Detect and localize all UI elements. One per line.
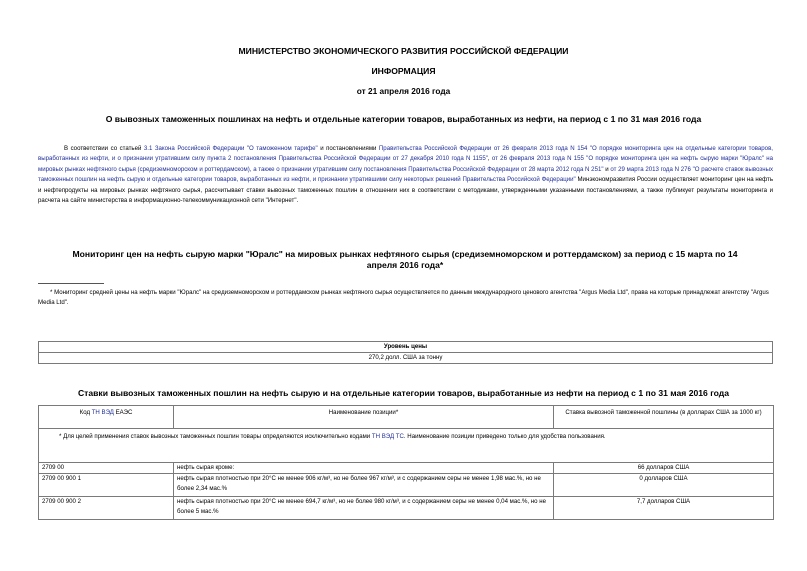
resolution-154-link[interactable]: Правительства Российской Федерации от 26 февраля 2013 года N 154 "О порядке мониторинга цен на отдельные категории товаров, выработанных из нефти, и о признании утратившим силу пункта 2 постановления Правительства Российской Федерации от 27 декабря 2010 года N 1155" [38, 145, 773, 163]
ministry-heading: МИНИСТЕРСТВО ЭКОНОМИЧЕСКОГО РАЗВИТИЯ РОССИЙСКОЙ ФЕДЕРАЦИИ [238, 46, 569, 56]
row-name: нефть сырая плотностью при 20°С не менее 694,7 кг/м³, но не более 980 кг/м³, и с содержанием серы не менее 0,04 мас.%, но не более 5 мас.% [174, 497, 554, 520]
intro-text-1: В соответствии со статьей [64, 145, 144, 152]
document-subject: О вывозных таможенных пошлинах на нефть и отдельные категории товаров, выработанных из нефти, на период с 1 по 31 мая 2016 года [105, 114, 702, 124]
price-level-table [38, 341, 773, 364]
row-name: нефть сырая плотностью при 20°С не менее 906 кг/м³, но не более 967 кг/м³, и с содержанием серы не менее 1,98 мас.%, но не более 2,34 мас.% [174, 474, 554, 497]
monitoring-footnote: * Мониторинг средней цены на нефть марки "Юралс" на средиземноморском и роттердамском рынках нефтяного сырья осуществляется по данным международного ценового агентства "Argus Media Ltd", права на которые принадлежат агентству "Argus Media Ltd". [38, 289, 769, 306]
intro-text-4: и [603, 165, 611, 173]
table-header-row [39, 406, 774, 429]
intro-text-2: и постановлениями [317, 145, 379, 152]
document-date: от 21 апреля 2016 года [356, 86, 451, 96]
row-code: 2709 00 900 1 [39, 474, 174, 497]
row-rate: 0 долларов США [554, 474, 774, 497]
row-rate: 66 долларов США [554, 463, 774, 474]
code-header-text: Код [79, 409, 92, 416]
table-row [39, 497, 774, 520]
footnote-divider [38, 283, 104, 284]
row-name: нефть сырая кроме: [174, 463, 554, 474]
note-text-end: . Наименование позиции приведено только для удобства пользования. [403, 433, 606, 440]
column-header-rate: Ставка вывозной таможенной пошлины (в долларах США за 1000 кг) [554, 406, 774, 429]
intro-text-3: , [487, 155, 492, 163]
tn-ved-link[interactable]: ТН ВЭД [91, 409, 114, 416]
table-row [39, 474, 774, 497]
row-code: 2709 00 [39, 463, 174, 474]
row-code: 2709 00 900 2 [39, 497, 174, 520]
code-header-suffix: ЕАЭС [113, 409, 133, 416]
document-type-heading: ИНФОРМАЦИЯ [371, 66, 436, 76]
resolution-155-link[interactable]: от 26 февраля 2013 года N 155 "О порядке мониторинга цен на нефть сырую марки "Юралс" на мировых рынках нефтяного сырья (средиземноморском и роттердамском), а также о признании утратившим силу постановления Правительства Российской Федерации от 28 марта 2012 года N 251" [38, 155, 773, 173]
table-row [39, 463, 774, 474]
resolution-276-link[interactable]: от 29 марта 2013 года N 276 "О расчете ставок вывозных таможенных пошлин на нефть сырую и отдельные категории товаров, выработанных из нефти, и признании утратившими силу некоторых решений Правительства Российской Федерации" [38, 165, 773, 184]
table-note [39, 429, 774, 463]
rates-heading: Ставки вывозных таможенных пошлин на нефть сырую и на отдельные категории товаров, выработанные из нефти на период с 1 по 31 мая 2016 года [77, 388, 730, 398]
table-note-row [39, 429, 774, 463]
tn-ved-ts-link[interactable]: ТН ВЭД ТС [371, 433, 404, 440]
row-rate: 7,7 долларов США [554, 497, 774, 520]
note-text: * Для целей применения ставок вывозных таможенных пошлин товары определяются исключительно кодами [59, 433, 372, 440]
column-header-code [39, 406, 174, 429]
price-level-header: Уровень цены [39, 342, 773, 353]
law-link[interactable]: 3.1 Закона Российской Федерации "О таможенном тарифе" [143, 145, 318, 152]
price-level-value: 270,2 долл. США за тонну [39, 353, 773, 364]
duty-rates-table [38, 405, 774, 520]
monitoring-heading: Мониторинг цен на нефть сырую марки "Юралс" на мировых рынках нефтяного сырья (средиземноморском и роттердамском) за период с 15 марта по 14 апреля 2016 года* [72, 249, 738, 270]
intro-paragraph [38, 144, 773, 206]
intro-text-5: Минэкономразвития России осуществляет мониторинг цен на нефть и нефтепродукты на мировых рынках нефтяного сырья, рассчитывает ставки вывозных таможенных пошлин в отношении них в соответствии с методиками, утвержденными указанными постановлениями, а также публикует результаты мониторинга и расчета на сайте министерства в информационно-телекоммуникационной сети "Интернет". [38, 176, 773, 205]
column-header-name: Наименование позиции* [174, 406, 554, 429]
